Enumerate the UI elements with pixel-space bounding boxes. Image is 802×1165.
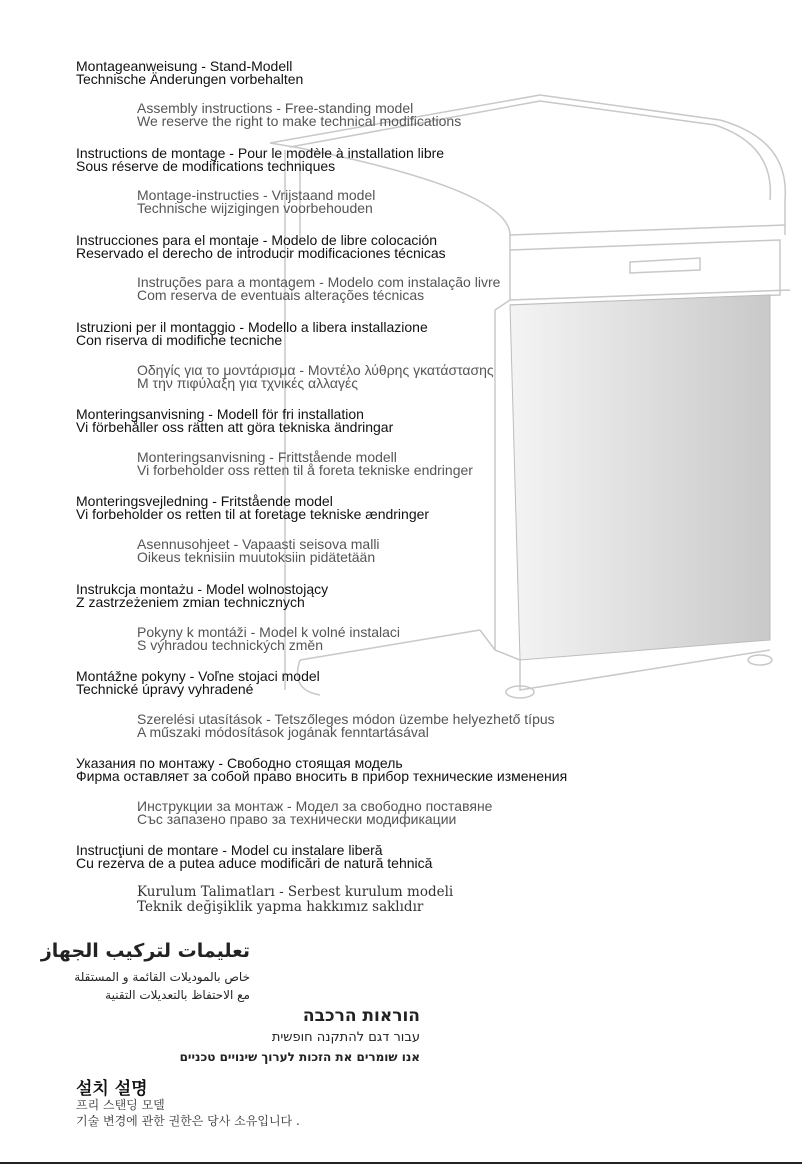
note: Teknik değişiklik yapma hakkımız saklıdır (137, 899, 424, 915)
note: We reserve the right to make technical modifications (137, 113, 462, 129)
heading: Montážne pokyny - Voľne stojaci model (76, 668, 320, 684)
heading: Instrukcja montażu - Model wolnostojący (76, 581, 329, 597)
note: Con riserva di modifiche tecniche (76, 332, 283, 348)
note: Oikeus teknisiin muutoksiin pidätetään (137, 549, 376, 565)
note: Vi forbeholder os retten til at foretage tekniske ændringer (76, 506, 430, 522)
heading: Kurulum Talimatları - Serbest kurulum modeli (137, 884, 454, 900)
heading: Asennusohjeet - Vapaasti seisova malli (137, 536, 380, 552)
bottom-rule (0, 1162, 802, 1164)
section-ru (76, 757, 567, 783)
note: Vi forbeholder oss retten til å foreta tekniske endringer (137, 462, 473, 478)
note: Със запазено право за технически модификации (137, 811, 457, 827)
heading: Istruzioni per il montaggio - Modello a libera installazione (76, 319, 428, 335)
section-it (76, 321, 428, 347)
section-nl (137, 189, 375, 215)
heading: Instrucciones para el montaje - Modelo de libre colocación (76, 232, 438, 248)
note: Cu rezerva de a putea aduce modificări de natură tehnică (76, 855, 433, 871)
note: Reservado el derecho de introducir modificaciones técnicas (76, 245, 446, 261)
heading: Instructions de montage - Pour le modèle à installation libre (76, 145, 445, 161)
section-hu (137, 713, 555, 739)
section-ro (76, 844, 432, 870)
note: Фирма оставляет за собой право вносить в прибор технические изменения (76, 768, 568, 784)
note: Vi förbehåller oss rätten att göra tekniska ändringar (76, 419, 394, 435)
note: Μ την πιφύλαξη για τχνικές αλλαγές (137, 375, 359, 391)
note: خاص بالموديلات القائمة و المستقلة (74, 970, 250, 984)
section-tr (137, 885, 453, 915)
heading: Monteringsanvisning - Modell för fri installation (76, 406, 364, 422)
heading: הוראות הרכבה (302, 1006, 420, 1026)
heading: تعليمات لتركيب الجهاز (40, 940, 250, 962)
note: S výhradou technických změn (137, 637, 323, 653)
note: Technische wijzigingen voorbehouden (137, 200, 373, 216)
heading: Инструкции за монтаж - Модел за свободно поставяне (137, 798, 493, 814)
heading: Instruções para a montagem - Modelo com instalação livre (137, 274, 501, 290)
heading: Monteringsvejledning - Fritstående model (76, 493, 333, 509)
heading: Указания по монтажу - Свободно стоящая модель (76, 755, 403, 771)
section-sv (76, 408, 393, 434)
section-pt (137, 276, 500, 302)
heading: 설치 설명 (76, 1079, 148, 1099)
heading: Assembly instructions - Free-standing model (137, 100, 414, 116)
heading: Montageanweisung - Stand-Modell (76, 58, 293, 74)
section-bg (137, 800, 492, 826)
heading: Monteringsanvisning - Frittstående modell (137, 449, 397, 465)
note: Z zastrzeżeniem zmian technicznych (76, 594, 305, 610)
note: עבור דגם להתקנה חופשית (271, 1030, 420, 1045)
section-fr (76, 147, 444, 173)
section-es (76, 234, 446, 260)
heading: Szerelési utasítások - Tetszőleges módon üzembe helyezhető típus (137, 711, 555, 727)
note: 기술 변경에 관한 권한은 당사 소유입니다 . (76, 1114, 300, 1128)
note: 프리 스탠딩 모델 (76, 1098, 165, 1112)
section-cs (137, 626, 400, 652)
section-no (137, 451, 473, 477)
note: Technické úpravy vyhradené (76, 681, 254, 697)
section-da (76, 495, 429, 521)
section-el (137, 364, 494, 390)
heading: Montage-instructies - Vrijstaand model (137, 187, 376, 203)
note: مع الاحتفاظ بالتعديلات التقنية (105, 988, 250, 1002)
section-en (137, 102, 461, 128)
note: אנו שומרים את הזכות לערוך שינויים טכניים (179, 1050, 420, 1064)
section-sk (76, 670, 320, 696)
note: Com reserva de eventuais alterações técnicas (137, 287, 425, 303)
heading: Instrucţiuni de montare - Model cu instalare liberă (76, 842, 383, 858)
note: Technische Änderungen vorbehalten (76, 71, 304, 87)
section-de (76, 60, 303, 86)
note: A műszaki módosítások jogának fenntartásával (137, 724, 429, 740)
note: Sous réserve de modifications techniques (76, 158, 336, 174)
section-fi (137, 538, 380, 564)
heading: Οδηγίς για το μοντάρισμα - Μοντέλο λύθρης γκατάστασης (137, 362, 494, 378)
section-pl (76, 583, 328, 609)
heading: Pokyny k montáži - Model k volné instalaci (137, 624, 400, 640)
